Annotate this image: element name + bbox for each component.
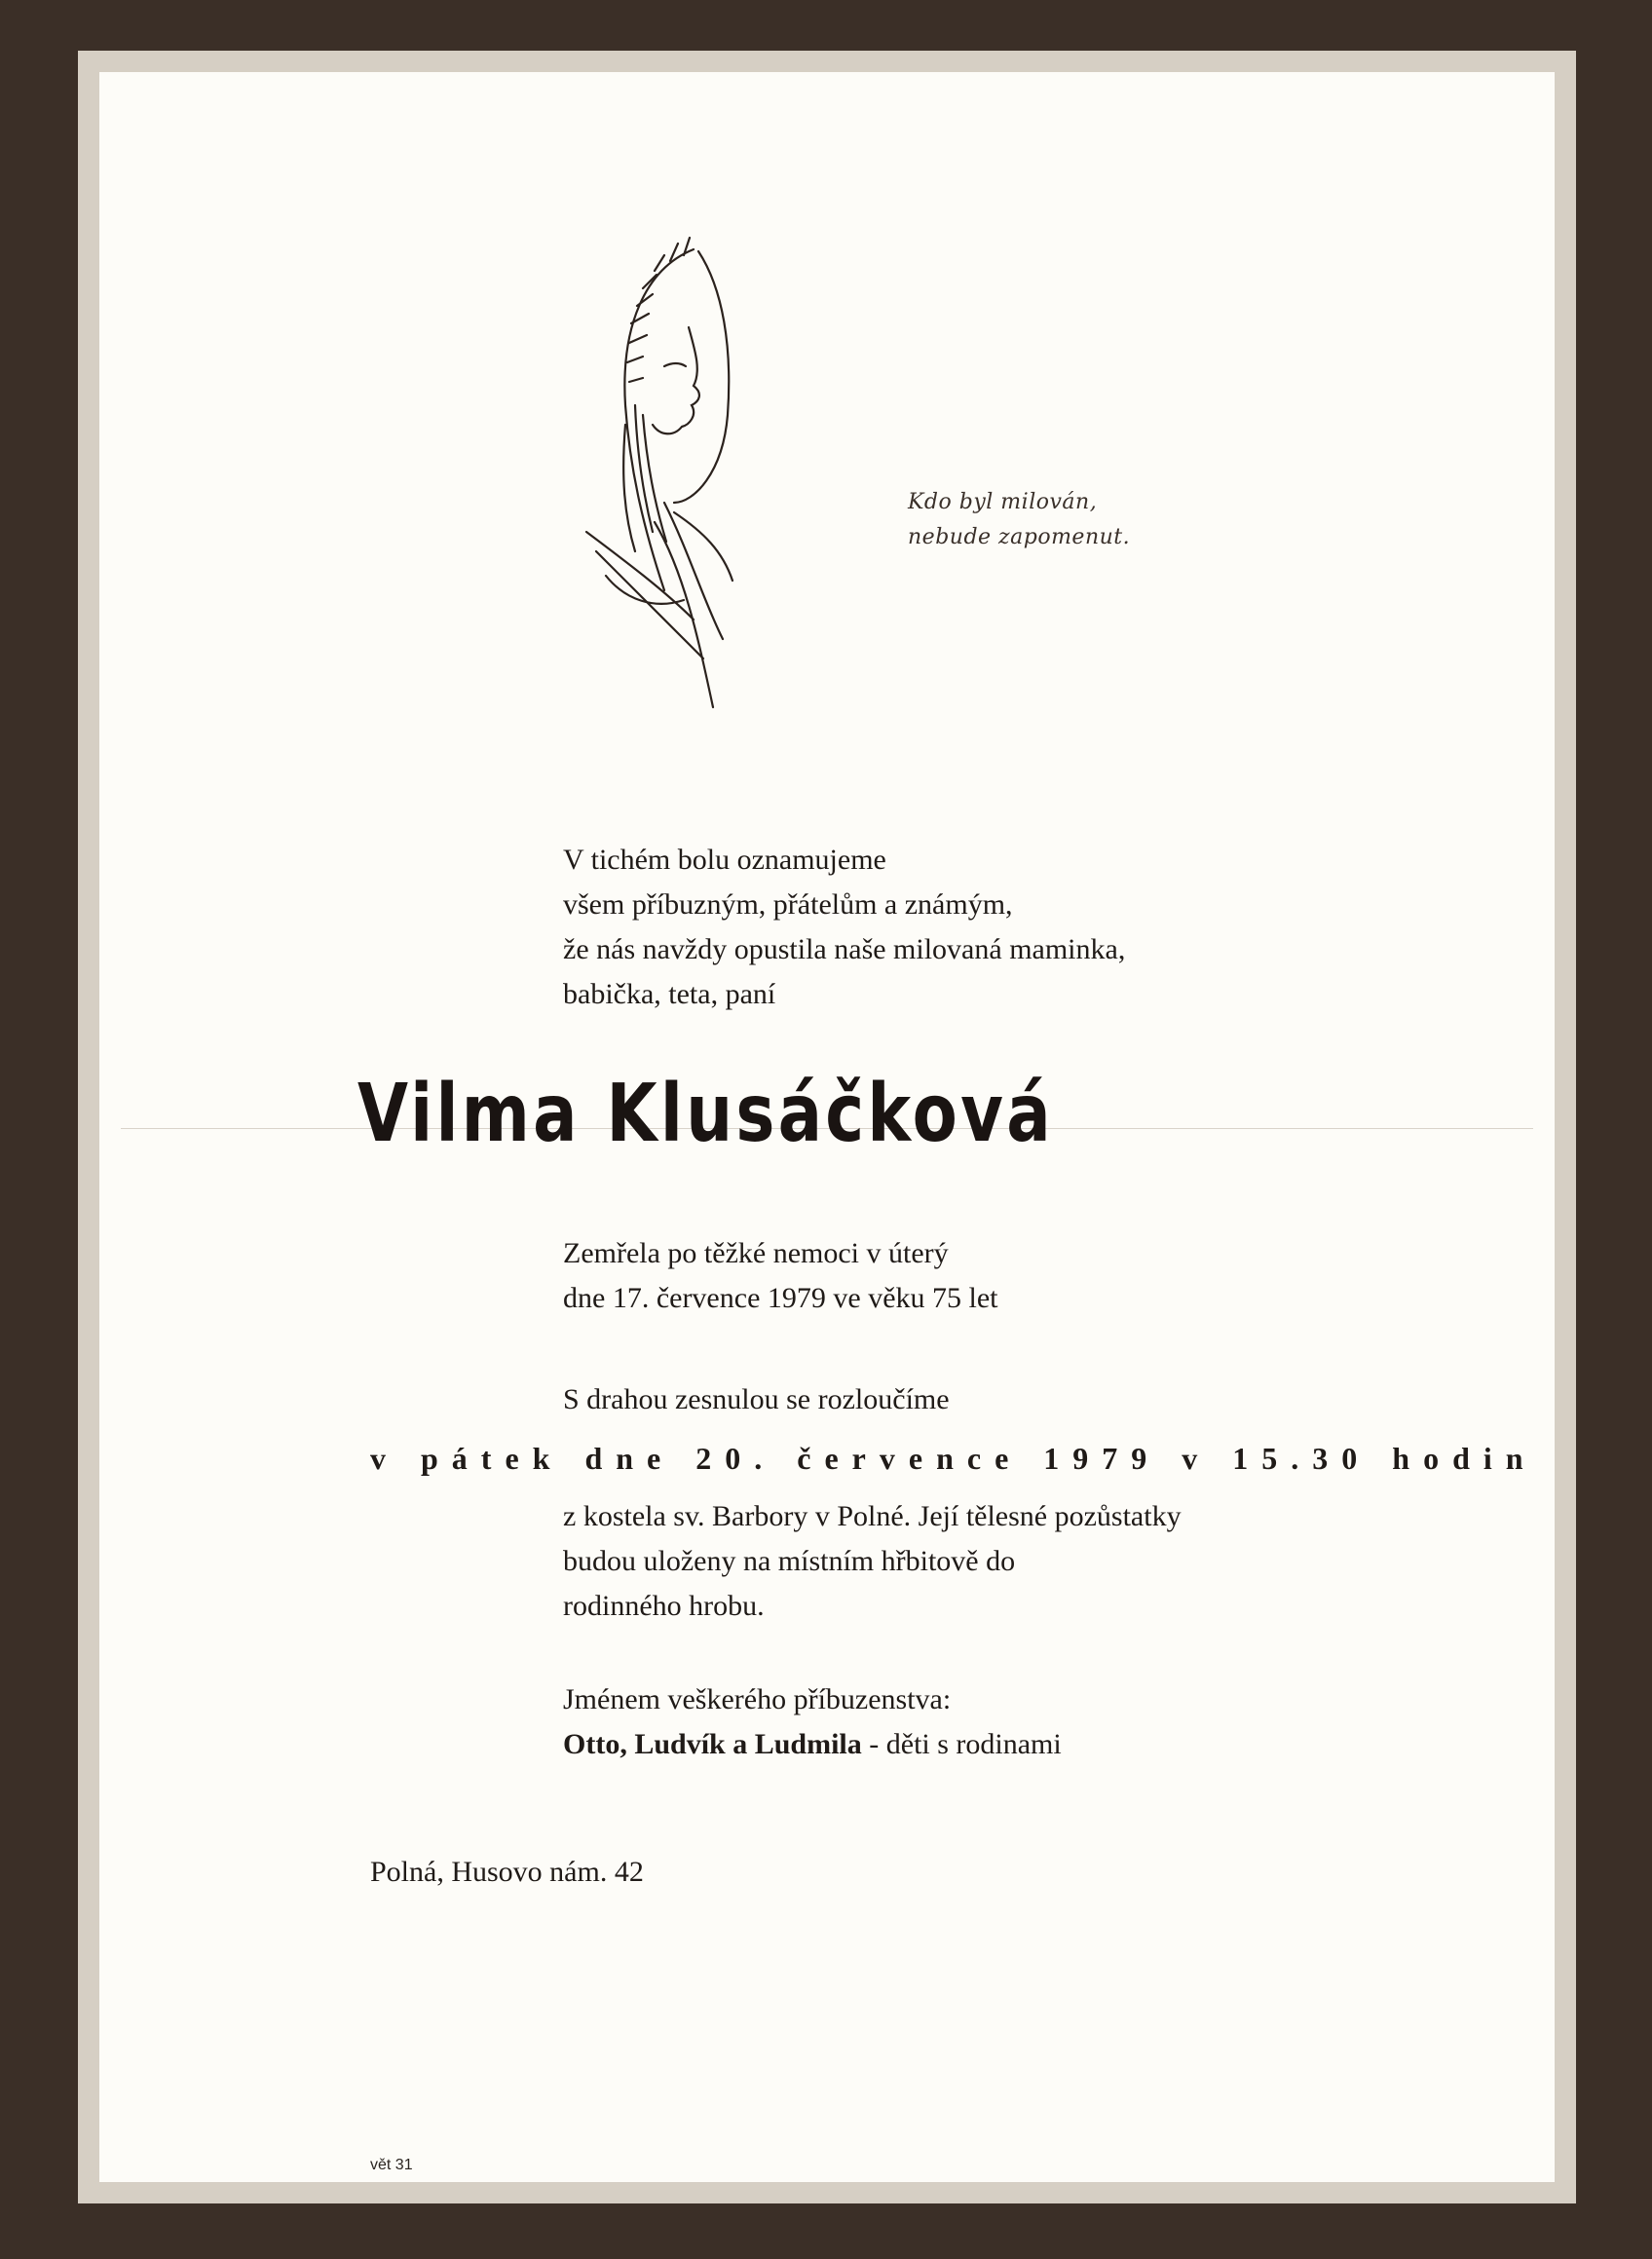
mourning-woman-illustration — [528, 181, 820, 727]
announcement-intro — [563, 838, 1125, 1017]
farewell-intro — [563, 1377, 950, 1422]
church-line: rodinného hrobu. — [563, 1590, 765, 1622]
intro-line: že nás navždy opustila naše milovaná maminka, — [563, 933, 1126, 965]
paper-sheet — [99, 72, 1555, 2182]
family-names: Otto, Ludvík a Ludmila — [563, 1728, 862, 1760]
death-details — [563, 1231, 998, 1321]
motto-line: nebude zapomenut. — [908, 525, 1131, 549]
church-line: z kostela sv. Barbory v Polné. Její tělesné pozůstatky — [563, 1500, 1182, 1532]
death-line: dne 17. července 1979 ve věku 75 let — [563, 1282, 998, 1314]
intro-line: všem příbuzným, přátelům a známým, — [563, 888, 1013, 921]
church-line: budou uloženy na místním hřbitově do — [563, 1545, 1016, 1577]
mourning-border — [78, 51, 1576, 2203]
family-signature — [563, 1677, 1062, 1767]
intro-line: babička, teta, paní — [563, 978, 776, 1010]
family-suffix: - děti s rodinami — [861, 1728, 1062, 1760]
family-label: Jménem veškerého příbuzenstva: — [563, 1683, 952, 1715]
print-code: vět 31 — [370, 2157, 413, 2173]
farewell-line: S drahou zesnulou se rozloučíme — [563, 1383, 950, 1415]
motto-line: Kdo byl milován, — [908, 490, 1098, 514]
funeral-date-time: v pátek dne 20. července 1979 v 15.30 hodin — [370, 1441, 1537, 1476]
family-line — [563, 1722, 1062, 1767]
funeral-location — [563, 1494, 1182, 1629]
deceased-name: Vilma Klusáčková — [357, 1068, 1054, 1160]
death-line: Zemřela po těžké nemoci v úterý — [563, 1237, 949, 1269]
motto — [908, 485, 1130, 555]
address: Polná, Husovo nám. 42 — [370, 1856, 644, 1888]
intro-line: V tichém bolu oznamujeme — [563, 844, 886, 876]
